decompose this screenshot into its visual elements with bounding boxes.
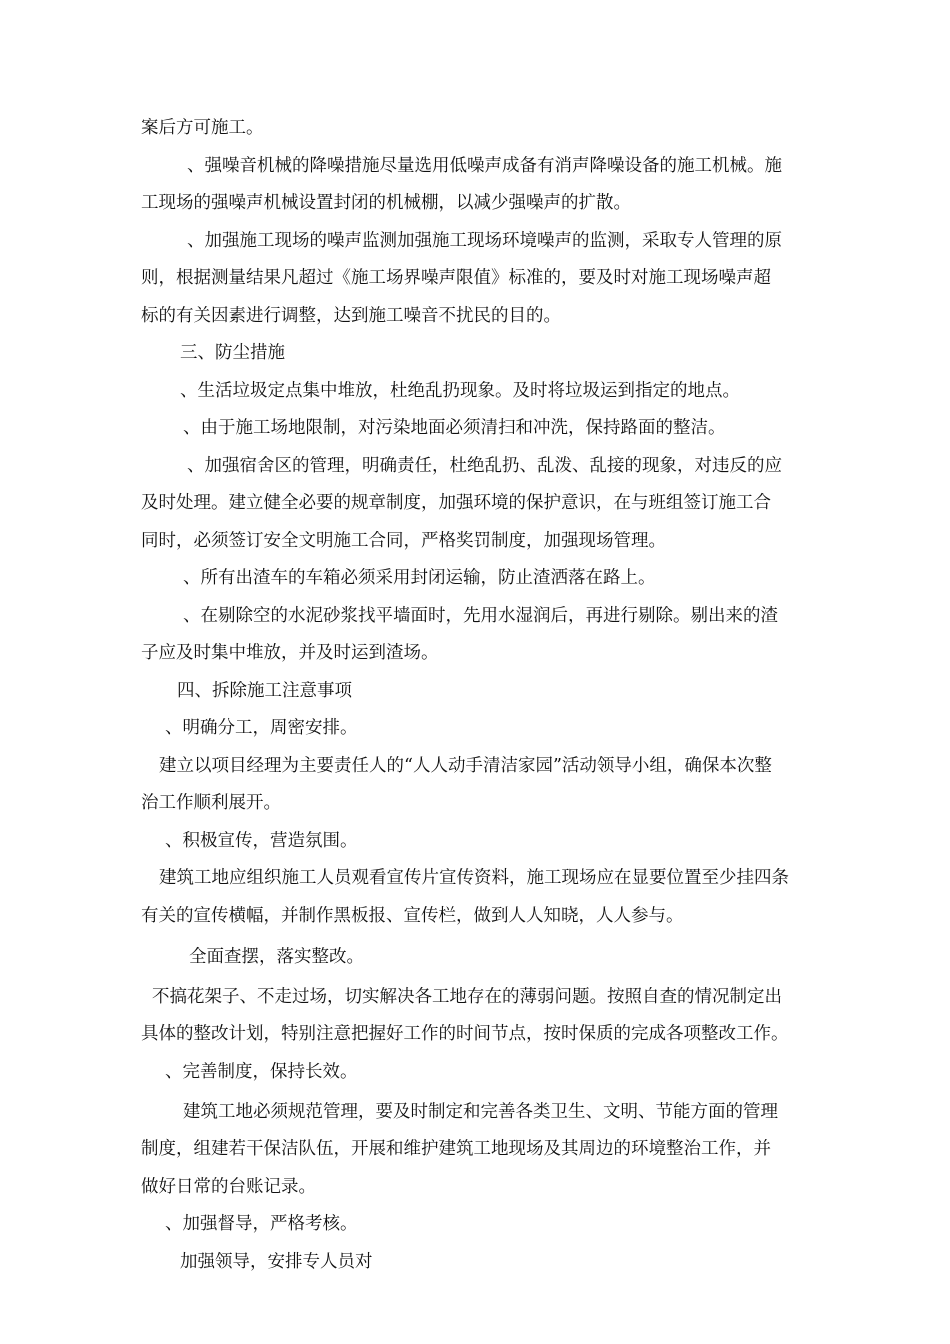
section-heading: 三、防尘措施 [180, 343, 285, 363]
text-line: 建筑工地必须规范管理，要及时制定和完善各类卫生、文明、节能方面的管理 [183, 1102, 778, 1122]
text-line: 、由于施工场地限制，对污染地面必须清扫和冲洗，保持路面的整洁。 [183, 418, 726, 438]
text-line: 、明确分工，周密安排。 [165, 718, 358, 738]
text-line: 治工作顺利展开。 [141, 793, 281, 813]
text-line: 、生活垃圾定点集中堆放，杜绝乱扔现象。及时将垃圾运到指定的地点。 [180, 381, 740, 401]
text-line: 全面查摆，落实整改。 [189, 947, 364, 967]
text-line: 加强领导，安排专人员对 [180, 1252, 373, 1272]
text-line: 建立以项目经理为主要责任人的“人人动手清洁家园”活动领导小组，确保本次整 [159, 756, 772, 776]
text-line: 及时处理。建立健全必要的规章制度，加强环境的保护意识，在与班组签订施工合 [141, 493, 771, 513]
text-line: 有关的宣传横幅，并制作黑板报、宣传栏，做到人人知晓，人人参与。 [141, 906, 684, 926]
text-line: 则，根据测量结果凡超过《施工场界噪声限值》标准的，要及时对施工现场噪声超 [141, 268, 771, 288]
text-line: 工现场的强噪声机械设置封闭的机械棚，以减少强噪声的扩散。 [141, 193, 631, 213]
text-line: 、所有出渣车的车箱必须采用封闭运输，防止渣洒落在路上。 [183, 568, 656, 588]
text-line: 标的有关因素进行调整，达到施工噪音不扰民的目的。 [141, 306, 561, 326]
text-line: 、加强督导，严格考核。 [165, 1214, 358, 1234]
text-line: 、完善制度，保持长效。 [165, 1062, 358, 1082]
text-line: 子应及时集中堆放，并及时运到渣场。 [141, 643, 439, 663]
text-line: 建筑工地应组织施工人员观看宣传片宣传资料，施工现场应在显要位置至少挂四条 [159, 868, 789, 888]
text-line: 、积极宣传，营造氛围。 [165, 831, 358, 851]
text-line: 、加强施工现场的噪声监测加强施工现场环境噪声的监测，采取专人管理的原 [187, 231, 782, 251]
text-line: 做好日常的台账记录。 [141, 1177, 316, 1197]
text-line: 具体的整改计划，特别注意把握好工作的时间节点，按时保质的完成各项整改工作。 [141, 1024, 789, 1044]
text-line: 、在剔除空的水泥砂浆找平墙面时，先用水湿润后，再进行剔除。剔出来的渣 [183, 606, 778, 626]
text-line: 不搞花架子、不走过场，切实解决各工地存在的薄弱问题。按照自查的情况制定出 [152, 987, 782, 1007]
text-line: 同时，必须签订安全文明施工合同，严格奖罚制度，加强现场管理。 [141, 531, 666, 551]
text-line: 、加强宿舍区的管理，明确责任，杜绝乱扔、乱泼、乱接的现象，对违反的应 [187, 456, 782, 476]
text-line: 、强噪音机械的降噪措施尽量选用低噪声成备有消声降噪设备的施工机械。施 [187, 156, 782, 176]
section-heading: 四、拆除施工注意事项 [177, 681, 352, 701]
text-line: 制度，组建若干保洁队伍，开展和维护建筑工地现场及其周边的环境整治工作，并 [141, 1139, 771, 1159]
text-line: 案后方可施工。 [141, 118, 264, 138]
